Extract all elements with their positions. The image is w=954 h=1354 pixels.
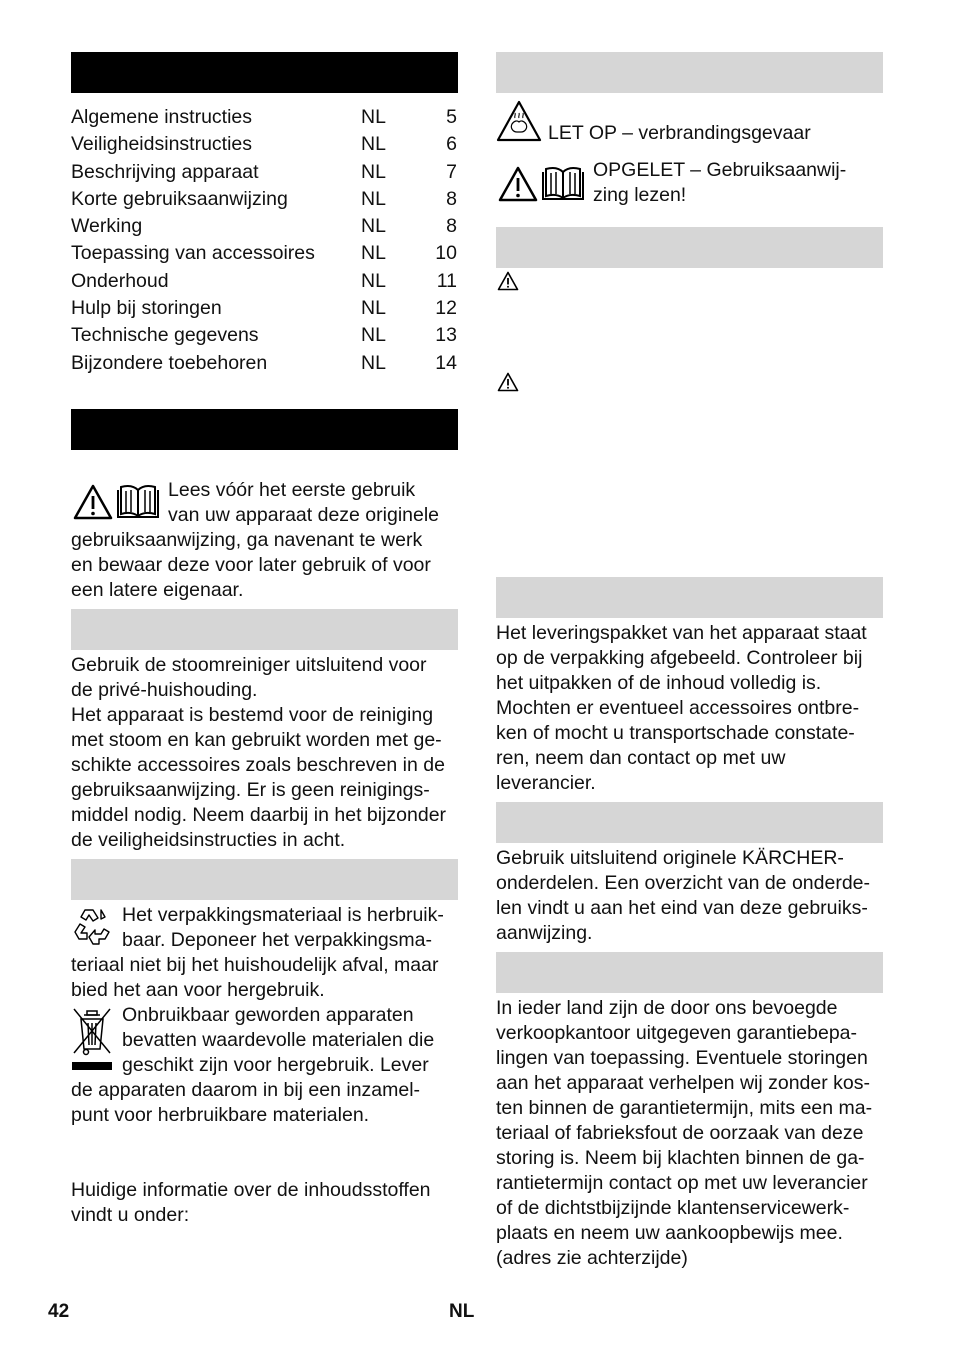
text-line: Het verpakkingsmateriaal is herbruik- xyxy=(122,904,444,926)
substances-text xyxy=(71,1178,471,1228)
toc-title: Werking xyxy=(71,215,143,238)
warning-triangle-icon xyxy=(498,166,538,202)
toc-row[interactable] xyxy=(71,350,461,377)
toc-page: 5 xyxy=(446,106,457,128)
toc-page: 13 xyxy=(435,324,457,347)
toc-title: Onderhoud xyxy=(71,269,169,292)
text-line: teriaal niet bij het huishoudelijk afval, maar xyxy=(71,954,439,976)
text-line: rantietermijn contact op met uw leverancier xyxy=(496,1172,868,1194)
small-warning-triangle-icon xyxy=(497,372,519,392)
weee-text-continued xyxy=(71,1078,471,1128)
warning-triangle-icon xyxy=(73,484,113,520)
text-line: schikte accessoires zoals beschreven in de xyxy=(71,754,445,776)
text-line: Gebruik de stoomreiniger uitsluitend voor xyxy=(71,654,427,676)
toc-title: Hulp bij storingen xyxy=(71,297,222,320)
text-line: middel nodig. Neem daarbij in het bijzonder xyxy=(71,804,447,826)
toc-lang: NL xyxy=(361,324,386,347)
crossed-out-bin-icon xyxy=(71,1007,113,1073)
text-line: Onbruikbaar geworden apparaten xyxy=(122,1004,414,1026)
text-line: aanwijzing. xyxy=(496,922,593,944)
toc-title: Technische gegevens xyxy=(71,324,259,347)
toc-row[interactable] xyxy=(71,104,461,131)
toc-row[interactable] xyxy=(71,322,461,349)
text-line: ten binnen de garantietermijn, mits een ma- xyxy=(496,1097,873,1119)
toc-lang: NL xyxy=(361,133,386,156)
toc-row[interactable] xyxy=(71,159,461,186)
text-line: onderdelen. Een overzicht van de onderde- xyxy=(496,872,871,894)
intended-use-text xyxy=(71,653,471,853)
hot-surface-warning-icon xyxy=(496,100,542,142)
toc-page: 8 xyxy=(446,215,457,238)
toc-lang: NL xyxy=(361,215,386,238)
intro-text-continued xyxy=(71,528,471,603)
toc-row[interactable] xyxy=(71,240,461,267)
text-line: de privé-huishouding. xyxy=(71,679,258,701)
text-line: vindt u onder: xyxy=(71,1204,190,1226)
text-line: In ieder land zijn de door ons bevoegde xyxy=(496,997,838,1019)
section-bar-symbols xyxy=(496,52,883,93)
recycle-text xyxy=(122,903,467,953)
text-line: punt voor herbruikbare materialen. xyxy=(71,1104,370,1126)
text-line: bevatten waardevolle materialen die xyxy=(122,1029,435,1051)
manual-book-icon xyxy=(541,166,585,202)
text-line: gebruiksaanwijzing, ga navenant te werk xyxy=(71,529,423,551)
text-line: ken of mocht u transportschade constate- xyxy=(496,722,855,744)
text-line: Huidige informatie over de inhoudsstoffen xyxy=(71,1179,431,1201)
text-line: len vindt u aan het eind van deze gebruiks- xyxy=(496,897,868,919)
toc-title: Korte gebruiksaanwijzing xyxy=(71,187,288,210)
text-line: baar. Deponeer het verpakkingsma- xyxy=(122,929,433,951)
recycle-text-continued xyxy=(71,953,471,1003)
toc-lang: NL xyxy=(361,269,386,292)
section-bar-warnings xyxy=(496,227,883,268)
toc-title: Toepassing van accessoires xyxy=(71,242,315,265)
section-bar-contents xyxy=(71,52,458,93)
weee-text xyxy=(122,1003,467,1078)
text-line: bied het aan voor hergebruik. xyxy=(71,979,325,1001)
manual-book-icon xyxy=(116,484,160,520)
text-line: (adres zie achterzijde) xyxy=(496,1247,688,1269)
text-line: zing lezen! xyxy=(593,184,687,206)
text-line: de veiligheidsinstructies in acht. xyxy=(71,829,346,851)
toc-lang: NL xyxy=(361,351,386,374)
text-line: of de dichtstbijzijnde klantenservicewerk- xyxy=(496,1197,850,1219)
let-op-text: LET OP – verbrandingsgevaar xyxy=(548,122,811,144)
text-line: leverancier. xyxy=(496,772,596,794)
toc-page: 11 xyxy=(436,269,457,292)
text-line: plaats en neem uw aankoopbewijs mee. xyxy=(496,1222,843,1244)
toc-page: 10 xyxy=(435,242,457,265)
text-line: verkoopkantoor uitgegeven garantiebepa- xyxy=(496,1022,858,1044)
delivery-text xyxy=(496,621,896,796)
recycle-icon xyxy=(71,906,115,948)
page-number: 42 xyxy=(48,1301,70,1322)
text-line: het uitpakken of de inhoud volledig is. xyxy=(496,672,822,694)
toc-title: Beschrijving apparaat xyxy=(71,160,259,183)
section-bar-delivery xyxy=(496,577,883,618)
text-line: een latere eigenaar. xyxy=(71,579,244,601)
toc-page: 6 xyxy=(446,133,457,156)
warranty-text xyxy=(496,996,896,1271)
section-bar-general xyxy=(71,409,458,450)
section-bar-intended-use xyxy=(71,609,458,650)
text-line: lingen van toepassing. Eventuele storingen xyxy=(496,1047,868,1069)
toc-title: Bijzondere toebehoren xyxy=(71,351,268,374)
text-line: teriaal of fabrieksfout de oorzaak van deze xyxy=(496,1122,864,1144)
opgelet-text xyxy=(593,158,883,208)
text-line: van uw apparaat deze originele xyxy=(168,504,440,526)
toc-lang: NL xyxy=(361,242,386,265)
text-line: Mochten er eventueel accessoires ontbre- xyxy=(496,697,860,719)
text-line: OPGELET – Gebruiksaanwij- xyxy=(593,159,847,181)
toc-lang: NL xyxy=(361,160,386,183)
toc-lang: NL xyxy=(361,187,386,210)
toc-page: 7 xyxy=(446,160,457,183)
text-line: Het apparaat is bestemd voor de reiniging xyxy=(71,704,434,726)
table-of-contents xyxy=(71,104,461,377)
text-line: gebruiksaanwijzing. Er is geen reinigings- xyxy=(71,779,430,801)
toc-lang: NL xyxy=(361,297,386,320)
text-line: ren, neem dan contact op met uw xyxy=(496,747,786,769)
toc-row[interactable] xyxy=(71,131,461,158)
section-bar-environment xyxy=(71,859,458,900)
toc-row[interactable] xyxy=(71,295,461,322)
text-line: geschikt zijn voor hergebruik. Lever xyxy=(122,1054,429,1076)
toc-page: 14 xyxy=(435,351,457,374)
spare-parts-text xyxy=(496,846,896,946)
text-line: met stoom en kan gebruikt worden met ge- xyxy=(71,729,442,751)
small-warning-triangle-icon xyxy=(497,271,519,291)
toc-page: 8 xyxy=(446,187,457,210)
text-line: Gebruik uitsluitend originele KÄRCHER- xyxy=(496,847,844,869)
section-bar-warranty xyxy=(496,952,883,993)
toc-title: Algemene instructies xyxy=(71,106,253,128)
text-line: en bewaar deze voor later gebruik of voor xyxy=(71,554,431,576)
intro-text xyxy=(168,478,468,528)
toc-title: Veiligheidsinstructies xyxy=(71,133,253,156)
text-line: op de verpakking afgebeeld. Controleer bij xyxy=(496,647,863,669)
toc-row[interactable] xyxy=(71,268,461,295)
toc-page: 12 xyxy=(435,297,457,320)
toc-row[interactable] xyxy=(71,186,461,213)
toc-row[interactable] xyxy=(71,213,461,240)
section-bar-spare-parts xyxy=(496,802,883,843)
toc-lang: NL xyxy=(361,106,386,128)
text-line: Het leveringspakket van het apparaat staat xyxy=(496,622,867,644)
text-line: Lees vóór het eerste gebruik xyxy=(168,479,416,501)
text-line: de apparaten daarom in bij een inzamel- xyxy=(71,1079,421,1101)
text-line: aan het apparaat verhelpen wij zonder kos- xyxy=(496,1072,870,1094)
footer-language: NL xyxy=(449,1301,475,1322)
text-line: storing is. Neem bij klachten binnen de ga- xyxy=(496,1147,865,1169)
